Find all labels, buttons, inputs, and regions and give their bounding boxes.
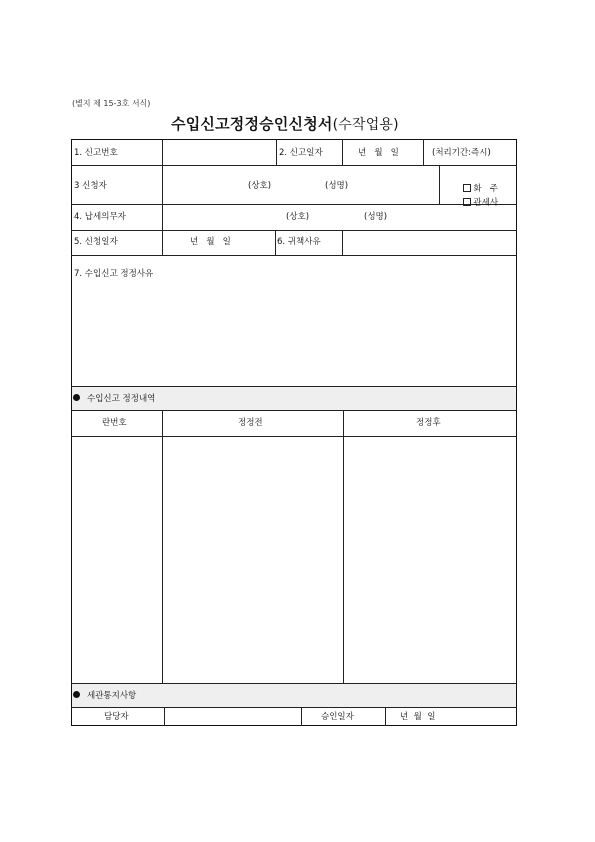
col-divider [162, 139, 163, 255]
col-divider [385, 707, 386, 726]
row-divider [71, 410, 517, 411]
form-title-main: 수입신고정정승인신청서 [171, 115, 333, 133]
row-divider [71, 230, 517, 231]
col-divider [342, 139, 343, 165]
approval-date-field[interactable]: 년 월 일 [400, 712, 436, 722]
bullet-icon [73, 691, 80, 698]
row-divider [71, 436, 517, 437]
declaration-date-field[interactable]: 년 월 일 [358, 148, 399, 158]
application-date-field[interactable]: 년 월 일 [190, 237, 231, 247]
row-divider [71, 165, 517, 166]
row-divider [71, 707, 517, 708]
correction-reason-label: 7. 수입신고 정정사유 [74, 269, 154, 279]
row-divider [71, 386, 517, 387]
col-divider [343, 410, 344, 683]
col-divider [423, 139, 424, 165]
col-divider [162, 410, 163, 683]
applicant-company-label: (상호) [248, 181, 272, 191]
declaration-date-label: 2. 신고일자 [279, 148, 323, 158]
approval-date-label: 승인일자 [321, 712, 354, 722]
application-date-label: 5. 신청일자 [74, 237, 118, 247]
col-divider [275, 230, 276, 255]
applicant-name-label: (성명) [325, 181, 349, 191]
checkbox-customs-broker[interactable] [463, 198, 471, 206]
col-divider [276, 139, 277, 165]
fault-reason-label: 6. 귀책사유 [277, 237, 321, 247]
taxpayer-company-label: (상호) [286, 212, 310, 222]
option-customs-broker[interactable]: 관세사 [458, 189, 498, 207]
column-header-item-no: 란번호 [102, 418, 127, 428]
col-divider [439, 165, 440, 204]
row-divider [71, 255, 517, 256]
form-title [171, 117, 399, 132]
row-divider [71, 204, 517, 205]
option-importer[interactable]: 화 주 [458, 175, 498, 193]
form-table [71, 139, 517, 726]
customs-section-title: 세관통지사항 [73, 691, 136, 701]
bullet-icon [73, 394, 80, 401]
form-title-sub: (수작업용) [332, 117, 399, 133]
row-divider [71, 683, 517, 684]
form-number: (별지 제 15-3호 서식) [72, 99, 151, 108]
col-divider [301, 707, 302, 726]
taxpayer-label: 4. 납세의무자 [74, 212, 126, 222]
declaration-number-label: 1. 신고번호 [74, 148, 118, 158]
applicant-label: 3 신청자 [74, 181, 107, 191]
col-divider [342, 230, 343, 255]
column-header-after: 정정후 [416, 418, 441, 428]
officer-label: 담당자 [104, 712, 129, 722]
processing-period: (처리기간:즉시) [432, 148, 491, 158]
customs-section-bar [72, 684, 516, 707]
details-section-title: 수입신고 정정내역 [73, 394, 155, 404]
taxpayer-name-label: (성명) [364, 212, 388, 222]
col-divider [164, 707, 165, 726]
column-header-before: 정정전 [238, 418, 263, 428]
